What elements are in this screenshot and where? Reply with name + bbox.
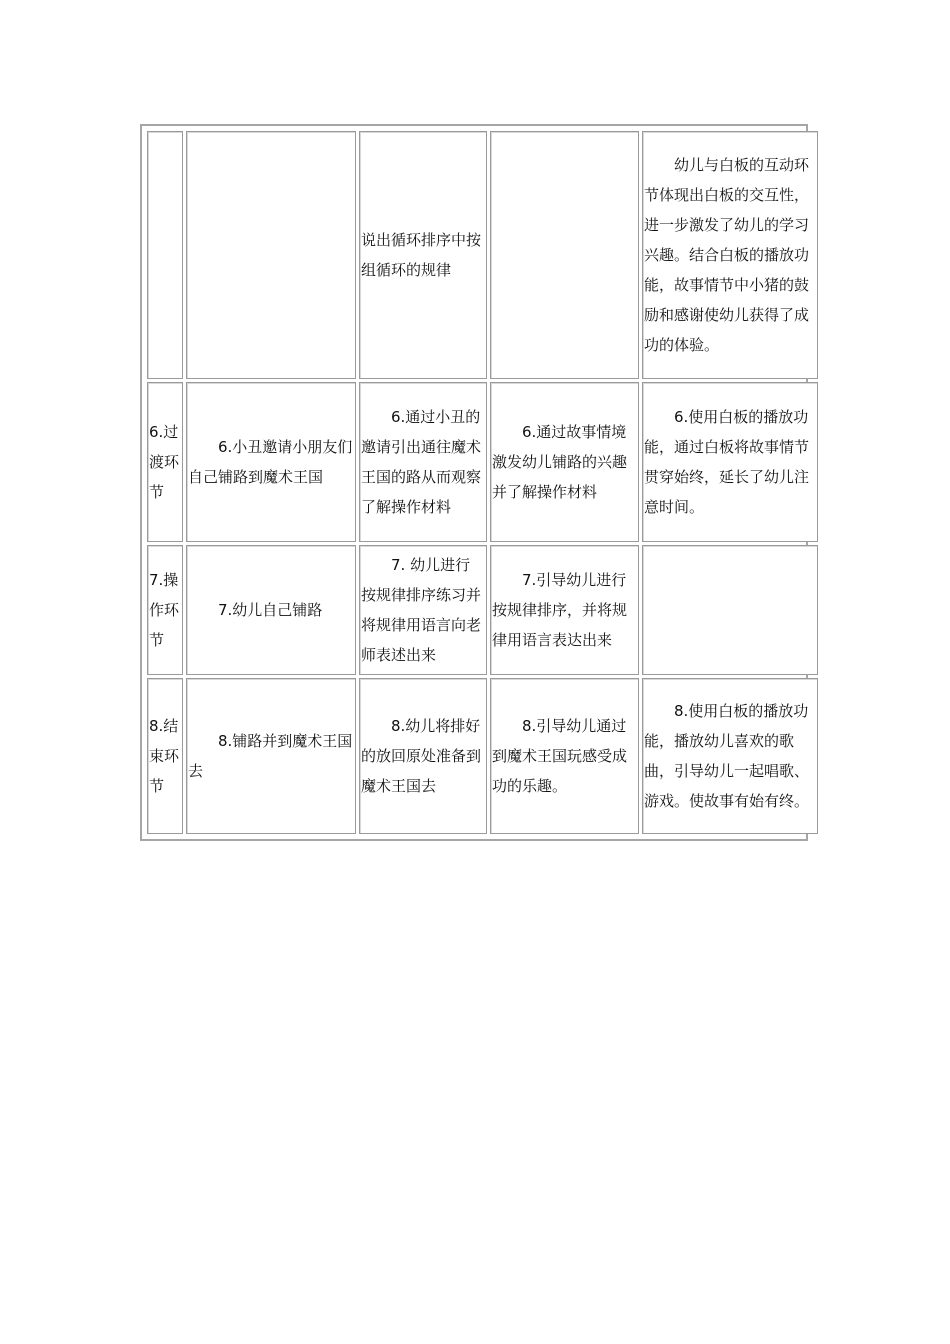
whiteboard-use-cell: 6.使用白板的播放功能，通过白板将故事情节贯穿始终，延长了幼儿注意时间。 bbox=[642, 382, 818, 542]
child-activity-cell: 7. 幼儿进行按规律排序练习并将规律用语言向老师表述出来 bbox=[359, 545, 487, 675]
child-activity-cell: 说出循环排序中按组循环的规律 bbox=[359, 131, 487, 379]
child-activity-cell: 8.幼儿将排好的放回原处准备到魔术王国去 bbox=[359, 678, 487, 834]
stage-cell: 6.过渡环节 bbox=[147, 382, 183, 542]
table-row bbox=[147, 545, 818, 675]
whiteboard-use-cell: 幼儿与白板的互动环节体现出白板的交互性，进一步激发了幼儿的学习兴趣。结合白板的播放功能，故事情节中小猪的鼓励和感谢使幼儿获得了成功的体验。 bbox=[642, 131, 818, 379]
design-intent-cell: 8.引导幼儿通过到魔术王国玩感受成功的乐趣。 bbox=[490, 678, 639, 834]
teacher-activity-cell: 7.幼儿自己铺路 bbox=[186, 545, 356, 675]
design-intent-cell: 6.通过故事情境激发幼儿铺路的兴趣并了解操作材料 bbox=[490, 382, 639, 542]
lesson-plan-table-frame bbox=[140, 124, 808, 841]
teacher-activity-cell bbox=[186, 131, 356, 379]
table-row bbox=[147, 131, 818, 379]
teacher-activity-cell: 8.铺路并到魔术王国去 bbox=[186, 678, 356, 834]
table-row bbox=[147, 382, 818, 542]
table-row bbox=[147, 678, 818, 834]
whiteboard-use-cell: 8.使用白板的播放功能，播放幼儿喜欢的歌曲，引导幼儿一起唱歌、游戏。使故事有始有终。 bbox=[642, 678, 818, 834]
design-intent-cell bbox=[490, 131, 639, 379]
stage-cell: 7.操作环节 bbox=[147, 545, 183, 675]
teacher-activity-cell: 6.小丑邀请小朋友们自己铺路到魔术王国 bbox=[186, 382, 356, 542]
stage-cell bbox=[147, 131, 183, 379]
whiteboard-use-cell bbox=[642, 545, 818, 675]
child-activity-cell: 6.通过小丑的邀请引出通往魔术王国的路从而观察了解操作材料 bbox=[359, 382, 487, 542]
lesson-plan-table bbox=[144, 128, 821, 837]
design-intent-cell: 7.引导幼儿进行按规律排序，并将规律用语言表达出来 bbox=[490, 545, 639, 675]
stage-cell: 8.结束环节 bbox=[147, 678, 183, 834]
